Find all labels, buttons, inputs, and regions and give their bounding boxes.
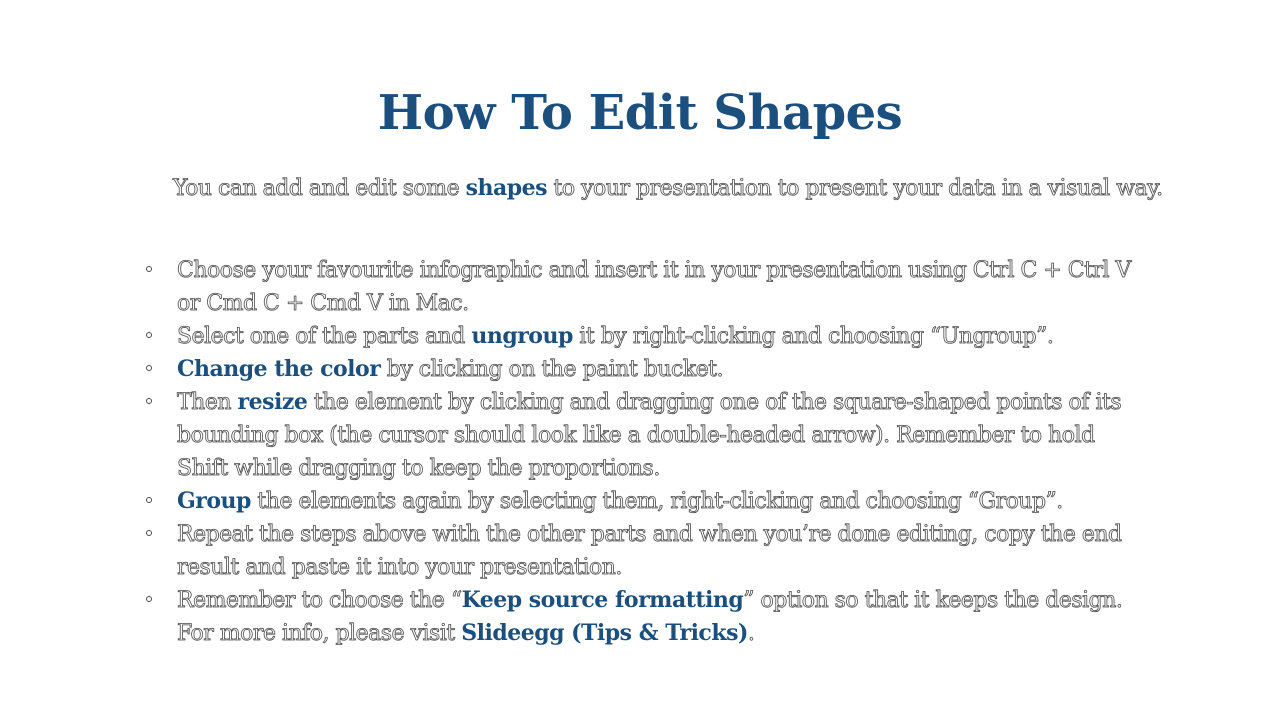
step-highlight-keep-source-formatting: Keep source formatting (461, 587, 744, 613)
bullet-icon (146, 266, 152, 272)
intro-highlight-shapes: shapes (465, 175, 548, 201)
step-text: Select one of the parts and (177, 324, 472, 349)
step-text: ” option so that it keeps the design. (743, 588, 1123, 613)
step-text: Then (177, 390, 238, 415)
step-item (140, 584, 1150, 650)
step-text: it by right-clicking and choosing “Ungroup”. (572, 324, 1054, 349)
steps-list (140, 254, 1150, 650)
step-item (140, 353, 1150, 386)
bullet-icon (146, 398, 152, 404)
slide-title: How To Edit Shapes (377, 85, 903, 141)
bullet-icon (146, 530, 152, 536)
slideegg-tips-link[interactable]: Slideegg (Tips & Tricks) (461, 620, 748, 646)
step-highlight-change-color: Change the color (177, 356, 381, 382)
step-item (140, 386, 1150, 485)
more-info-text: For more info, please visit (177, 621, 462, 646)
intro-text (173, 172, 1263, 205)
bullet-icon (146, 497, 152, 503)
step-highlight-resize: resize (237, 389, 308, 415)
intro-text-start: You can add and edit some (173, 176, 466, 201)
step-highlight-ungroup: ungroup (471, 323, 573, 349)
step-item (140, 320, 1150, 353)
intro-text-end: to your presentation to present your data in a visual way. (547, 176, 1163, 201)
step-item (140, 485, 1150, 518)
step-text: Choose your favourite infographic and insert it in your presentation using Ctrl C + Ctrl V or Cmd C + Cmd V in Mac. (177, 258, 1131, 316)
more-info-period: . (747, 621, 755, 646)
step-text: the element by clicking and dragging one of the square-shaped points of its bounding box (the cursor should look like a double-headed arrow). Remember to hold Shift while dragging to keep the proportions. (177, 390, 1122, 481)
bullet-icon (146, 332, 152, 338)
step-text: the elements again by selecting them, right-clicking and choosing “Group”. (250, 489, 1063, 514)
step-text: Remember to choose the “ (177, 588, 462, 613)
step-item (140, 518, 1150, 584)
step-highlight-group: Group (177, 488, 251, 514)
step-item (140, 254, 1150, 320)
step-text: by clicking on the paint bucket. (380, 357, 724, 382)
step-text: Repeat the steps above with the other parts and when you’re done editing, copy the end result and paste it into your presentation. (177, 522, 1122, 580)
bullet-icon (146, 365, 152, 371)
bullet-icon (146, 596, 152, 602)
